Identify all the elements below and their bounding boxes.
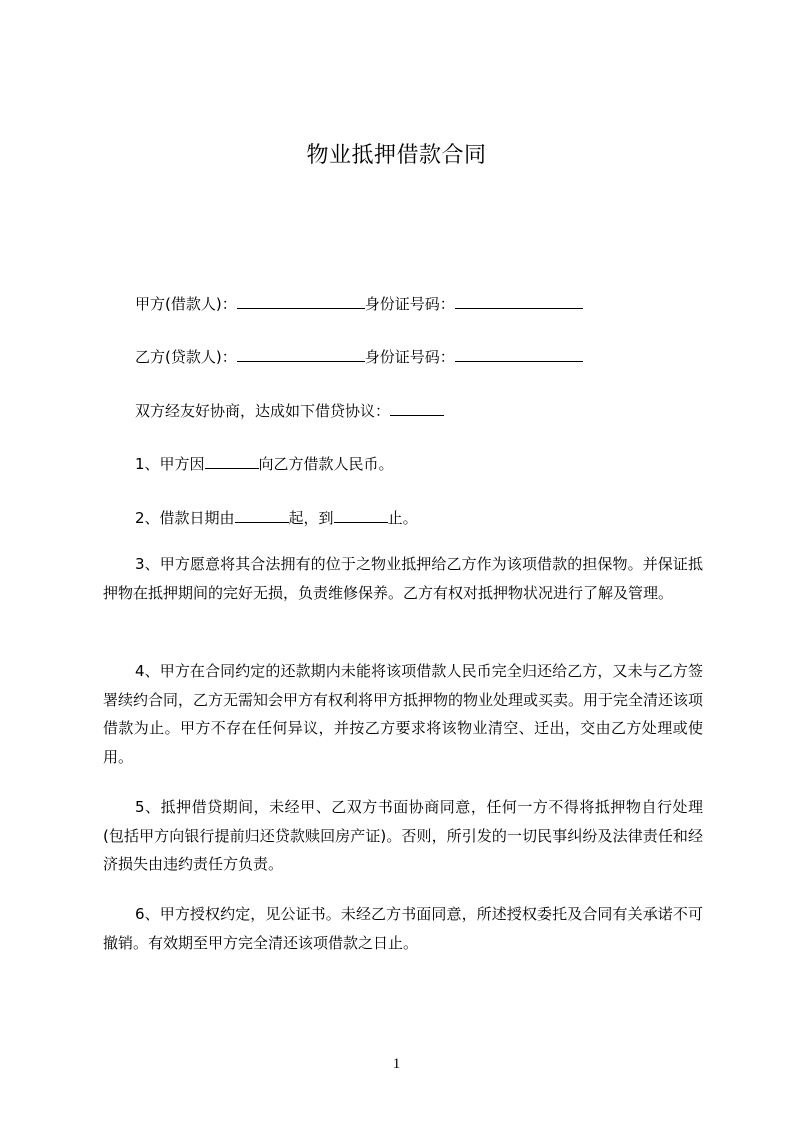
party-a-id-label: 身份证号码： xyxy=(364,295,455,313)
clause-2-end-date-blank[interactable] xyxy=(334,506,388,523)
clause-6: 6、甲方授权约定，见公证书。未经乙方书面同意，所述授权委托及合同有关承诺不可撤销。有效期至甲方完全清还该项借款之日止。 xyxy=(103,905,703,952)
clause-2-after: 止。 xyxy=(387,509,418,527)
document-title: 物业抵押借款合同 xyxy=(306,143,487,168)
agreement-intro-blank[interactable] xyxy=(390,399,444,416)
party-a-label: 甲方(借款人)： xyxy=(135,295,237,313)
agreement-intro: 双方经友好协商，达成如下借贷协议： xyxy=(135,402,391,420)
clause-2-start-date-blank[interactable] xyxy=(235,506,289,523)
party-b-name-blank[interactable] xyxy=(237,345,365,362)
clause-2 xyxy=(135,506,418,528)
clause-4: 4、甲方在合同约定的还款期内未能将该项借款人民币完全归还给乙方，又未与乙方签署续约合同，乙方无需知会甲方有权利将甲方抵押物的物业处理或买卖。用于完全清还该项借款为止。甲方不存在任何异议，并按乙方要求将该物业清空、迁出，交由乙方处理或使用。 xyxy=(103,662,704,766)
clause-1-reason-blank[interactable] xyxy=(205,452,259,469)
clause-5: 5、抵押借贷期间，未经甲、乙双方书面协商同意，任何一方不得将抵押物自行处理(包括甲方向银行提前归还贷款赎回房产证)。否则，所引发的一切民事纠纷及法律责任和经济损失由违约责任方负责。 xyxy=(103,798,703,874)
page-number: 1 xyxy=(392,1056,401,1072)
party-b-line xyxy=(135,345,583,367)
clause-2-middle: 起，到 xyxy=(288,509,334,527)
clause-2-before: 2、借款日期由 xyxy=(135,509,235,527)
party-a-line xyxy=(135,292,583,314)
party-b-label: 乙方(贷款人)： xyxy=(135,348,237,366)
clause-1-after: 向乙方借款人民币。 xyxy=(258,455,394,473)
clause-3: 3、甲方愿意将其合法拥有的位于之物业抵押给乙方作为该项借款的担保物。并保证抵押物在抵押期间的完好无损，负责维修保养。乙方有权对抵押物状况进行了解及管理。 xyxy=(103,555,703,602)
party-b-id-blank[interactable] xyxy=(455,345,583,362)
clause-1-before: 1、甲方因 xyxy=(135,455,205,473)
party-a-id-blank[interactable] xyxy=(455,292,583,309)
party-a-name-blank[interactable] xyxy=(237,292,365,309)
party-b-id-label: 身份证号码： xyxy=(364,348,455,366)
clause-1 xyxy=(135,452,394,474)
agreement-intro-line xyxy=(135,399,444,421)
